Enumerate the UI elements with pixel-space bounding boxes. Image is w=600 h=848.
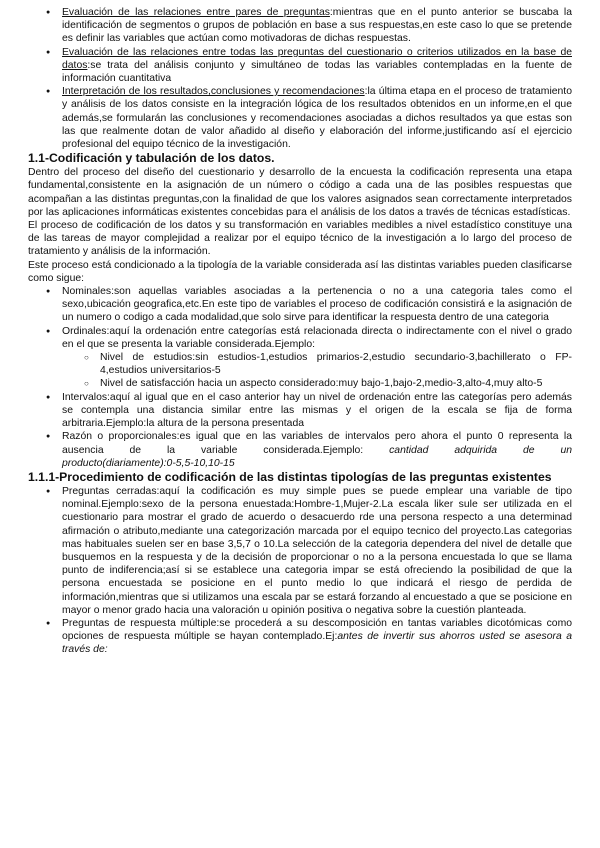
list-item: ● Ordinales:aquí la ordenación entre categorías está relacionada directa o indirectamente con el nivel o grado en el que se presenta la variable considerada.Ejemplo: (28, 325, 572, 351)
item-title: Evaluación de las relaciones entre pares de preguntas (62, 7, 330, 18)
sub-list-item: ○ Nivel de estudios:sin estudios-1,estudios primarios-2,estudio secundario-3,bachillerato o FP-4,estudios universitarios-5 (28, 351, 572, 377)
question-types-list (28, 485, 572, 657)
sub-list-item: ○ Nivel de satisfacción hacia un aspecto considerado:muy bajo-1,bajo-2,medio-3,alto-4,muy alto-5 (28, 377, 572, 390)
list-item (28, 6, 572, 46)
paragraph: Este proceso está condicionado a la tipología de la variable considerada así las distintas variables pueden clasificarse como sigue: (28, 259, 572, 284)
item-text: Preguntas de respuesta múltiple:se procederá a su descomposición en tantas variables dicotómicas como opciones de respuesta múltiple se hayan contemplado.Ej: (62, 617, 572, 643)
razon-line: ● Razón o proporcionales:es igual que en las variables de intervalos pero ahora el punto 0 representa la (62, 431, 572, 443)
section-heading: 1.1-Codificación y tabulación de los datos. (28, 151, 275, 166)
paragraph: Dentro del proceso del diseño del cuestionario y desarrollo de la encuesta la codificación representa una etapa fundamental,consistente en la asignación de un número o código a cada una de las posibles respuestas que acompañan a las distintas preguntas,con la finalidad de que los valores asignados sean correctamente interpretados por las aplicaciones informáticas existentes concebidas para el análisis de los datos a través de técnicas estadísticas. (28, 167, 572, 218)
item-text: :mientras que en el punto anterior se buscaba la identificación de segmentos o grupos de población en base a sus respuestas,en este caso lo que se pretende es definir las variables que actúan como motivadoras de dichas respuestas. (62, 7, 572, 45)
item-text: :la última etapa en el proceso de tratamiento y análisis de los datos consiste en la integración lógica de los resultados obtenidos en un informe,en el que además,se formularán las conclusiones y recomendaciones asociadas a dichos resultados ya que estas son las que realmente dotan de valor añadido al diseño y elaboración del informe,justificando así el ejercicio profesional del equipo técnico de la investigación. (62, 86, 572, 151)
paragraph: El proceso de codificación de los datos y su transformación en variables medibles a nivel estadístico constituye una de las tareas de mayor complejidad a realizar por el equipo técnico de la investigación a lo largo del proceso de tratamiento y análisis de la información. (28, 220, 572, 258)
list-item (28, 85, 572, 151)
list-item (28, 46, 572, 86)
list-item (28, 617, 572, 657)
razon-line: producto(diariamente):0-5,5-10,10-15 (62, 457, 235, 469)
list-item: ● Preguntas cerradas:aquí la codificación es muy simple pues se puede emplear una variable de tipo nominal.Ejemplo:sexo de la persona enuestada:Hombre-1,Mujer-2.La escala liker sule ser utilizada en el cuestionario para mostrar el grado de acuerdo o desacuerdo rde una persona respecto a una determinad afirmación o atributo,mediante una categorización marcada por el equipo tecnico del proyecto.Las categorias mas habituales suelen ser en base 3,5,7 o 10.La selección de la categoria dependera del nivel de detalle que busquemos en la respuesta y de la decisión de proporcionar o no a la persona encuestada lo que se llama punto de indiferencia;así si se establece una categoria impar se está ofreciendo la posibilidad de que la persona encuestada se posicione en el punto medio lo que indicará el riesgo de perdida de información,mientras que si utilizamos una escala par se estará forzando al encuestado a que se posicione en mayor o menor grado hacia una valoración u opinión positiva o negativa sobre la cuestión planteada. (28, 485, 572, 617)
item-text: :se trata del análisis conjunto y simultáneo de todas las variables contempladas en la fuente de información cuantitativa (62, 59, 572, 85)
list-item: ● Nominales:son aquellas variables asociadas a la pertenencia o no a una categoria tales como el sexo,ubicación geografica,etc.En este tipo de variables el proceso de codificación consistirá e la asignación de un numero o codigo a cada modalidad,que solo sirve para identificar la respuesta dentro de una categoria (28, 285, 572, 325)
razon-line: ausencia de la variable considerada.Ejemplo: cantidad adquirida de un (62, 444, 572, 456)
item-example: antes de invertir sus ahorros usted se asesora a través de: (62, 631, 573, 656)
item-title: Interpretación de los resultados,conclusiones y recomendaciones (62, 86, 365, 98)
section-heading: 1.1.1-Procedimiento de codificación de las distintas tipologías de las preguntas existentes (28, 469, 552, 484)
list-item (28, 430, 572, 470)
list-item: ● Intervalos:aquí al igual que en el caso anterior hay un nivel de ordenación entre las categorías pero además se contempla una distancia similar entre las mismas y el origen de la escala se fija de forma arbitraria.Ejemplo:la altura de la persona presentada (28, 391, 572, 431)
intro-list (28, 6, 572, 151)
item-title: Evaluación de las relaciones entre todas las preguntas del cuestionario o criterios utilizados en la base de datos (62, 46, 572, 71)
variable-types-list (28, 285, 572, 470)
